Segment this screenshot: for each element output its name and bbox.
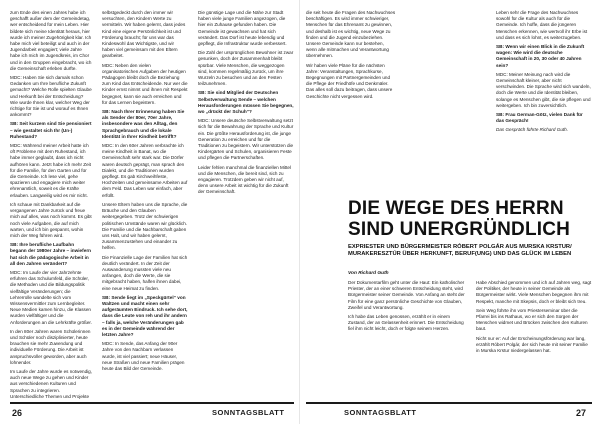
- article-column-5: [306, 10, 396, 186]
- article-subheadline: EXPRIESTER UND BÜRGERMEISTER RÓBERT POLGÁR AUS MURSKA KRSTUR/ MURAKERESZTÚR ÜBER HERKUNFT, BERUF(UNG) UND DAS GLÜCK IM LEBEN: [348, 244, 572, 258]
- article-column-2: [102, 10, 188, 400]
- body-paragraph: Leider fehlen manchmal die finanziellen Mittel und die Menschen, die bereit sind, sich zu engagieren. Trotzdem geben wir nicht auf, denn unsere Arbeit ist wichtig für die Zukunft der Gemeinschaft.: [198, 164, 291, 195]
- article-column-7: [476, 280, 592, 398]
- body-paragraph: MDC: In Sende, das Anfang der 90er Jahre von den Nachbarn verlassen wurde, ist viel passiert; neue Häuser, neue Straßen und neue Familien prägen heute das Bild der Gemeinde.: [102, 341, 185, 371]
- article-byline: Von Richard Guth: [348, 271, 389, 276]
- body-paragraph: selbstgedeckt durch den immer wir versuchten, den Kindern Werte zu vermitteln. Wir haben gelernt, dass jedes Kind eine eigene Persönlichkeit ist und Förderung braucht; für uns war das Kindeswohl das Wichtigste, und wir haben viel gemeinsam mit den Eltern gearbeitet.: [102, 10, 186, 59]
- page-number: 26: [12, 408, 23, 418]
- body-paragraph: MDC: Neben den vielen organisatorischen Aufgaben der heutigen Pädagogen bleibt doch die Beziehung zum Kind das Entscheidende. Nur wer die Kinder ernst nimmt und ihnen mit Respekt begegnet, kann sie auch erreichen und für das Lernen begeistern.: [102, 62, 188, 105]
- body-paragraph: Nicht nur er: Auf der Erscheinungsförderung war lang, erzählt Róbert Polgár, der sich heute mit seiner Familie in Murska Krstur niedergelassen hat.: [476, 335, 588, 354]
- publication-name: SONNTAGSBLATT: [344, 408, 417, 417]
- body-paragraph: Ich habe das Leben genossen, erzählt er in einem Zustand, der an Gelassenheit erinnert. Die Entscheidung fiel ihm nicht leicht, doch er folgte seinem Herzen.: [348, 314, 464, 332]
- body-paragraph: Leben sehr die Frage des Nachwuchses sowohl für die Kultur als auch für die Gemeinde. Ich hoffe, dass die jüngeren Menschen erkennen, wie wertvoll ihr Erbe ist und dass es sich lohnt, es weiterzugeben.: [496, 10, 588, 40]
- publication-name: SONNTAGSBLATT: [212, 408, 285, 417]
- article-column-6: [348, 280, 466, 398]
- right-footer: [300, 402, 600, 424]
- interview-question: SB: Sie sind Mitglied der Deutschen Selbstverwaltung Sende – welchen Herausforderungen müssen Sie begegnen, wo „drückt der Schuh“?: [198, 90, 294, 115]
- body-paragraph: MDC: Im Laufe der vier Jahrzehnte erfuhren das Schulumfeld, die Schüler, die Methoden und die Bildungspolitik vielfältige Veränderungen; die Lehrerrolle wandelte sich vom Wissensvermittler zum Lernbegleiter. Neue Medien kamen hinzu, die Klassen wurden vielfältiger und die Anforderungen an die Lehrkräfte größer.: [10, 269, 92, 325]
- body-paragraph: MDC: In den 60er Jahren verbrachte ich meine Kindheit in Banat, wo die Gemeinschaft sehr stark war. Die Dörfer waren deutsch geprägt, man sprach den Dialekt, und die Traditionen wurden gepflegt. Es gab Kirchweihfeste, Hochzeiten und gemeinsame Arbeiten auf dem Feld. Das Leben war einfach, aber erfüllt.: [102, 143, 188, 198]
- footer-rule: [306, 402, 592, 404]
- article-column-4: [496, 10, 592, 230]
- page-number: 27: [576, 408, 587, 418]
- body-paragraph: Habe Abschied genommen und ich auf Jahren weg, sagt der Politiker, der heute in seiner Gemeinde als Bürgermeister wirkt. Viele Menschen begegnen ihm mit Respekt, manche mit Skepsis, doch er bleibt sich treu.: [476, 280, 592, 304]
- interview-question: SB: Wenn wir einen Blick in die Zukunft wagen: Wie wird die deutsche Gemeinschaft in 20, 30 oder 40 Jahren sein?: [496, 44, 585, 68]
- body-paragraph: In den 80er Jahren waren Schülerinnen und Schüler noch disziplinierter, heute brauchen sie mehr Zuwendung und individuelle Förderung. Die Arbeit ist anspruchsvoller geworden, aber auch lohnender.: [10, 328, 91, 365]
- left-footer: [0, 402, 300, 424]
- footer-rule: [10, 402, 294, 404]
- interview-question: SB: Nach Ihrer Erinnerung haben Sie als Sender der 80er, 70er Jahre, insbesondere was den Alltag, den Sprachgebrauch und die lokale Identität in Ihrer Kindheit betrifft?: [102, 109, 185, 139]
- interview-question: SB: Ihre berufliche Laufbahn begann der 1980er Jahre – inwiefern hat sich die pädagogische Arbeit in all den Jahren verändert?: [10, 242, 92, 266]
- interview-question: SB: Frau German-Götz, vielen Dank für das Gespräch!: [496, 112, 583, 124]
- article-column-3: [198, 10, 294, 400]
- body-paragraph: die seit heute die Fragen des Nachwuchses beschäftigen. Es wird immer schwieriger, Menschen für das Ehrenamt zu gewinnen, und deshalb ist es wichtig, neue Wege zu finden und die Jugend einzubeziehen. Unsere Gemeinde kann nur bestehen, wenn alle mitmachen und Verantwortung übernehmen.: [306, 10, 396, 59]
- body-paragraph: Wir haben viele Pläne für die nächsten Jahre: Veranstaltungen, Sprachkurse, Begegnungen mit Partnergemeinden und die Pflege der Friedhöfe und Denkmäler. Das alles soll dazu beitragen, dass unsere Geschichte nicht vergessen wird.: [306, 62, 393, 99]
- body-paragraph: Der Dokumentarfilm geht unter die Haut: Ein katholischer Priester, der an einer schweren Entscheidung steht, wird Bürgermeister seiner Gemeinde. Von Anfang an steht der Film für eine ganz persönliche Geschichte von Glauben, Zweifel und Verantwortung.: [348, 280, 465, 310]
- body-paragraph: Im Laufe der Jahre wurde es notwendig, auch neue Wege zu gehen und Kinder aus verschiedenen Kulturen und Sprachen zu integrieren. Unterschiedliche Themen und Projekte: [10, 368, 92, 399]
- body-paragraph: Die Finanzielle Lage der Familien hat sich deutlich verändert. In der Zeit der Auswanderung mussten viele neu anfangen, doch die Werte, die sie mitgebracht haben, halfen ihnen dabei, eine neue Heimat zu finden.: [102, 254, 188, 291]
- article-headline: DIE WEGE DES HERRN SIND UNERGRÜNDLICH: [348, 198, 571, 240]
- body-paragraph: MDC: Unsere deutsche Selbstverwaltung setzt sich für die Bewahrung der Sprache und Kultur ein. Die größte Herausforderung ist, die junge Generation zu erreichen und für die Traditionen zu begeistern. Wir unterstützen die Kindergärten und Schulen, organisieren Feste und pflegen die Partnerschaften.: [198, 118, 294, 161]
- body-paragraph: MDC: Haben Sie sich damals schon Gedanken um Ihre berufliche Zukunft gemacht? Welche Rolle spielten Glaube und Herkunft bei der Entscheidung? Wie wurde Ihnen klar, welcher Weg der richtige für Sie ist und worauf es Ihnen ankommt?: [10, 75, 92, 118]
- interview-question: SB: Seit kurzem sind Sie pensioniert – wie gestaltet sich Ihr (Un-) Ruhestand?: [10, 121, 92, 139]
- body-paragraph: MDC: Während meiner Arbeit hatte ich oft Probleme mit dem Ruhestand, ich habe immer geglaubt, dass ich nicht aufhören kann. Jetzt habe ich mehr Zeit für die Familie, für den Garten und für die Gemeinde. Ich lese viel, gehe spazieren und engagiere mich weiter ehrenamtlich, soweit es die Kräfte erlauben. Langweilig wird es mir nicht.: [10, 143, 91, 198]
- article-column-1: [10, 10, 92, 400]
- body-paragraph: Die günstige Lage und die Nähe zur Stadt haben viele junge Familien angezogen, die hier ein Zuhause gefunden haben. Die Gemeinde ist gewachsen und hat sich verändert. Das Dorf ist heute lebendig und gepflegt, die Infrastruktur wurde verbessert.: [198, 10, 287, 47]
- interview-question: SB: Sende liegt im „Speckgürtel“ von Waltzen und macht einen sehr aufgeräumten Eindruck. Ich sehe dort, dass die Leute von reh und ihr andern – falls ja, welche Veränderungen gab es in der Gemeinde während der letzten Jahre?: [102, 294, 188, 337]
- body-paragraph: Unsere Eltern haben uns die Sprache, die Bräuche und den Glauben weitergegeben. Trotz der schwierigen politischen Umstände waren wir glücklich. Die Familie und die Nachbarschaft gaben uns Halt, und wir haben gelernt, zusammenzustehen und einander zu helfen.: [102, 201, 188, 251]
- body-paragraph: MDC: Meiner Meinung nach wird die Gemeinschaft kleiner, aber nicht verschwinden. Die Sprache wird sich wandeln, doch die Werte und die Identität bleiben, solange es Menschen gibt, die sie pflegen und weitergeben. Ich bin zuversichtlich.: [496, 71, 591, 108]
- body-paragraph: Sein Weg führte ihn vom Priesterseminar über die Pfarrei bis ins Rathaus, wo er sich den Sorgen der Menschen widmet und Brücken zwischen den Kulturen baut.: [476, 307, 588, 332]
- body-paragraph: Die Zahl der ursprünglichen Bewohner ist zwar gesunken, doch der Zusammenhalt bleibt spürbar. Viele Menschen, die weggezogen sind, kommen regelmäßig zurück, um ihre Wurzeln zu besuchen und an den Festen teilzunehmen.: [198, 50, 294, 87]
- interview-signoff: Das Gespräch führte Richard Guth.: [496, 127, 569, 133]
- body-paragraph: Ich schaue mit Dankbarkeit auf die vergangenen Jahre zurück und freue mich auf alles, was noch kommt. Es gibt noch viele Aufgaben, die auf mich warten, und ich bin gespannt, wohin mich der Weg führen wird.: [10, 201, 92, 238]
- body-paragraph: zum Ende des einen Jahres habe ich geschafft außer dem der Gemeindetag, wer entscheidend für mein Leben. Hier bildete sich meine Identität heraus, hier wurde ich meiner Zugehörigkeit klar. Ich habe mich viel beteiligt und auch in der Jugendarbeit engagiert; viele Jahre habe ich mich im Jugendkreis, im Chor und in den Gruppen eingebracht, wo ich die Gemeinschaft erleben durfte.: [10, 10, 92, 71]
